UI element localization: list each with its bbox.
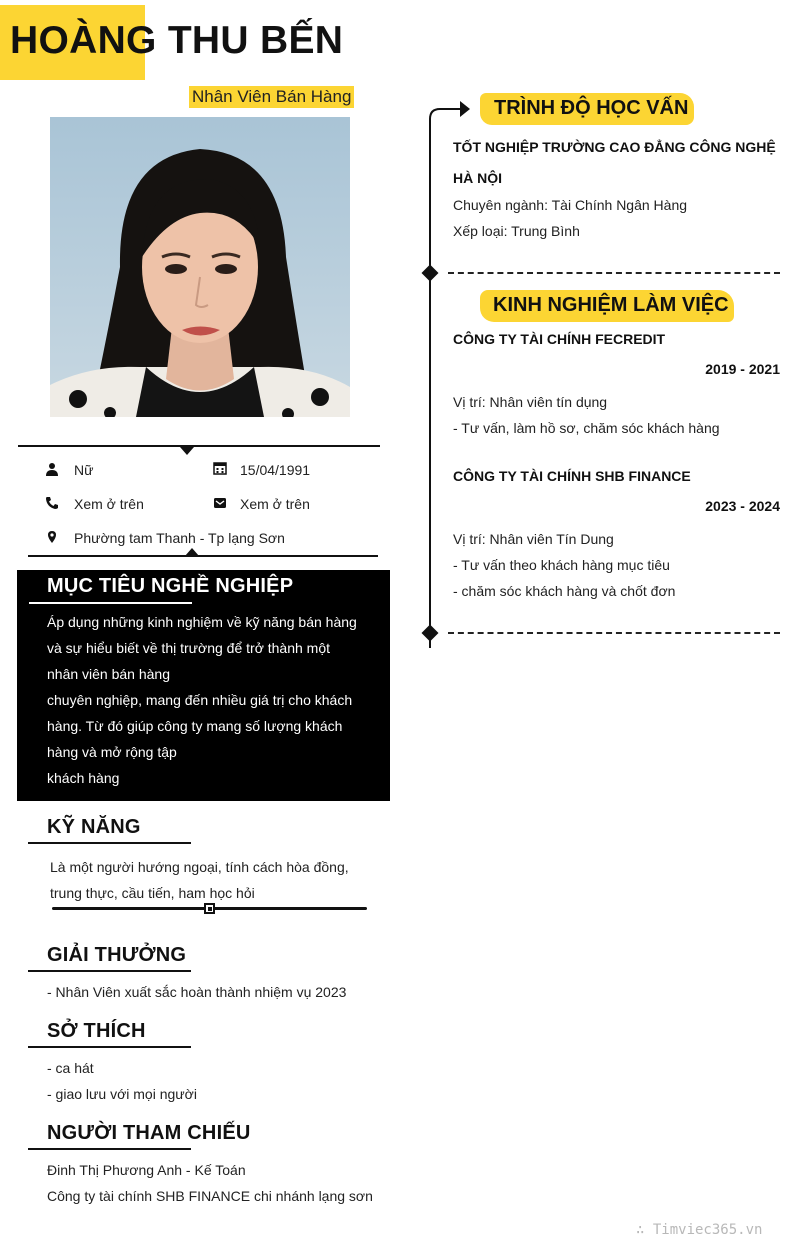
objective-line: khách hàng <box>47 770 120 786</box>
school-line: HÀ NỘI <box>453 170 502 186</box>
info-bottom-divider <box>28 555 378 557</box>
objective-line: và sự hiểu biết về thị trường để trở thành một <box>47 640 331 656</box>
profile-photo <box>50 117 350 417</box>
awards-underline <box>28 970 191 972</box>
objective-line: chuyên nghiệp, mang đến nhiều giá trị cho khách <box>47 692 353 708</box>
references-underline <box>28 1148 191 1150</box>
education-title: TRÌNH ĐỘ HỌC VẤN <box>494 97 689 119</box>
watermark: ∴ Timviec365.vn <box>636 1222 763 1238</box>
objective-section <box>17 570 390 801</box>
education-major: Chuyên ngành: Tài Chính Ngân Hàng <box>453 197 688 213</box>
objective-line: hàng. Từ đó giúp công ty mang số lượng khách <box>47 718 343 734</box>
hobby-item: - ca hát <box>47 1060 94 1076</box>
reference-item: Đinh Thị Phương Anh - Kế Toán <box>47 1162 246 1178</box>
job-line: - Tư vấn, làm hồ sơ, chăm sóc khách hàng <box>453 420 720 436</box>
objective-line: nhân viên bán hàng <box>47 666 170 682</box>
job-period: 2019 - 2021 <box>705 361 780 377</box>
divider-arrow-down <box>180 447 194 455</box>
address-value: Phường tam Thanh - Tp lạng Sơn <box>74 530 285 546</box>
skills-title: KỸ NĂNG <box>47 816 141 838</box>
skill-level-marker <box>204 903 215 914</box>
job-company: CÔNG TY TÀI CHÍNH SHB FINANCE <box>453 468 691 484</box>
user-icon <box>45 462 59 476</box>
job-line: - chăm sóc khách hàng và chốt đơn <box>453 583 676 599</box>
envelope-icon <box>213 496 227 510</box>
education-grade: Xếp loại: Trung Bình <box>453 223 580 239</box>
references-title: NGƯỜI THAM CHIẾU <box>47 1122 251 1144</box>
reference-item: Công ty tài chính SHB FINANCE chi nhánh lạng sơn <box>47 1188 373 1204</box>
email-value: Xem ở trên <box>240 496 310 512</box>
job-period: 2023 - 2024 <box>705 498 780 514</box>
phone-icon <box>45 496 59 510</box>
skills-underline <box>28 842 191 844</box>
hobbies-underline <box>28 1046 191 1048</box>
phone-value: Xem ở trên <box>74 496 144 512</box>
name-first: HOÀNG <box>10 19 157 62</box>
calendar-icon <box>213 461 227 475</box>
birthday-value: 15/04/1991 <box>240 462 311 478</box>
gender-value: Nữ <box>74 462 94 478</box>
job-company: CÔNG TY TÀI CHÍNH FECREDIT <box>453 331 666 347</box>
objective-text <box>47 609 359 791</box>
skills-text <box>50 854 367 906</box>
hobby-item: - giao lưu với mọi người <box>47 1086 197 1102</box>
awards-title: GIẢI THƯỞNG <box>47 944 187 966</box>
job-line: Vị trí: Nhân viên tín dụng <box>453 394 608 410</box>
job-line: Vị trí: Nhân viên Tín Dung <box>453 531 614 547</box>
objective-underline <box>29 602 192 604</box>
skills-line: trung thực, cầu tiến, ham học hỏi <box>50 885 255 901</box>
school-line: TỐT NGHIỆP TRƯỜNG CAO ĐẲNG CÔNG NGHỆ <box>453 139 776 155</box>
skills-line: Là một người hướng ngoại, tính cách hòa đồng, <box>50 859 349 875</box>
experience-divider <box>448 632 780 634</box>
candidate-name <box>10 19 343 63</box>
experience-title: KINH NGHIỆM LÀM VIỆC <box>493 294 729 316</box>
info-top-divider <box>18 445 380 447</box>
hobbies-title: SỞ THÍCH <box>47 1020 146 1042</box>
education-school <box>453 132 776 194</box>
name-rest: THU BẾN <box>167 19 344 62</box>
map-pin-icon <box>45 530 59 544</box>
objective-line: hàng và mở rộng tập <box>47 744 177 760</box>
job-title: Nhân Viên Bán Hàng <box>189 86 354 108</box>
education-divider <box>448 272 780 274</box>
objective-title: MỤC TIÊU NGHỀ NGHIỆP <box>47 575 294 597</box>
objective-line: Áp dụng những kinh nghiệm về kỹ năng bán hàng <box>47 614 357 630</box>
award-item: - Nhân Viên xuất sắc hoàn thành nhiệm vụ 2023 <box>47 984 347 1000</box>
job-line: - Tư vấn theo khách hàng mục tiêu <box>453 557 670 573</box>
